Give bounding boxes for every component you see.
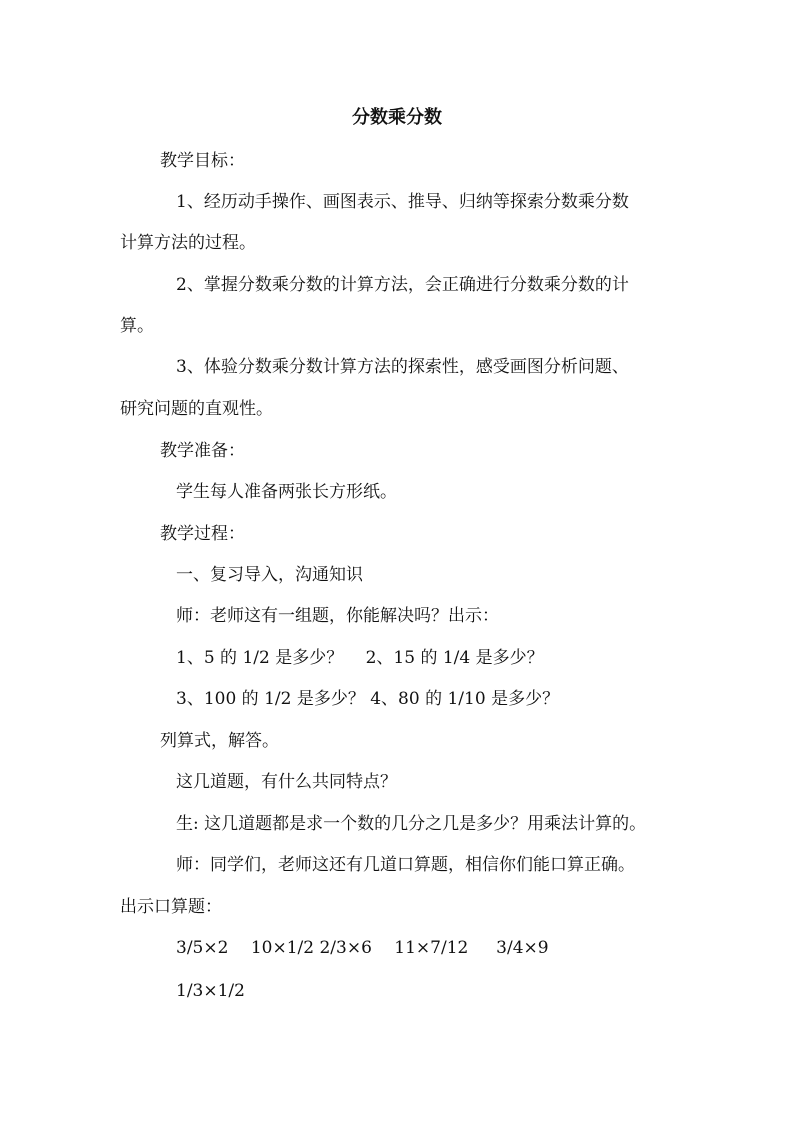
common-feature-question: 这几道题，有什么共同特点？ [176, 772, 397, 792]
question-line-2: 3、100 的 1/2 是多少？ 4、80 的 1/10 是多少？ [176, 689, 560, 709]
prep-text: 学生每人准备两张长方形纸。 [176, 482, 397, 502]
prep-heading: 教学准备： [160, 441, 245, 461]
oral-problems-line-1: 3/5×2 10×1/2 2/3×6 11×7/12 3/4×9 [176, 938, 549, 958]
list-answer-text: 列算式，解答。 [160, 731, 279, 751]
objective-3-line-1: 3、体验分数乘分数计算方法的探索性，感受画图分析问题、 [176, 357, 629, 377]
teacher-line-1: 师：老师这有一组题，你能解决吗？出示： [176, 606, 499, 626]
objective-3-line-2: 研究问题的直观性。 [120, 399, 273, 419]
student-answer: 生: 这几道题都是求一个数的几分之几是多少？用乘法计算的。 [176, 814, 647, 834]
objective-1-line-1: 1、经历动手操作、画图表示、推导、归纳等探索分数乘分数 [176, 192, 629, 212]
teacher-line-2-continued: 出示口算题： [120, 897, 222, 917]
process-heading: 教学过程： [160, 524, 245, 544]
objective-2-line-1: 2、掌握分数乘分数的计算方法，会正确进行分数乘分数的计 [176, 275, 629, 295]
objective-2-line-2: 算。 [120, 316, 154, 336]
page-title: 分数乘分数 [352, 107, 442, 128]
section-1-heading: 一、复习导入，沟通知识 [176, 565, 363, 585]
objective-1-line-2: 计算方法的过程。 [120, 233, 256, 253]
question-line-1: 1、5 的 1/2 是多少？ 2、15 的 1/4 是多少？ [176, 648, 544, 668]
oral-problems-line-2: 1/3×1/2 [176, 981, 245, 1001]
teacher-line-2: 师：同学们，老师这还有几道口算题，相信你们能口算正确。 [176, 855, 635, 875]
objectives-heading: 教学目标： [160, 151, 245, 171]
